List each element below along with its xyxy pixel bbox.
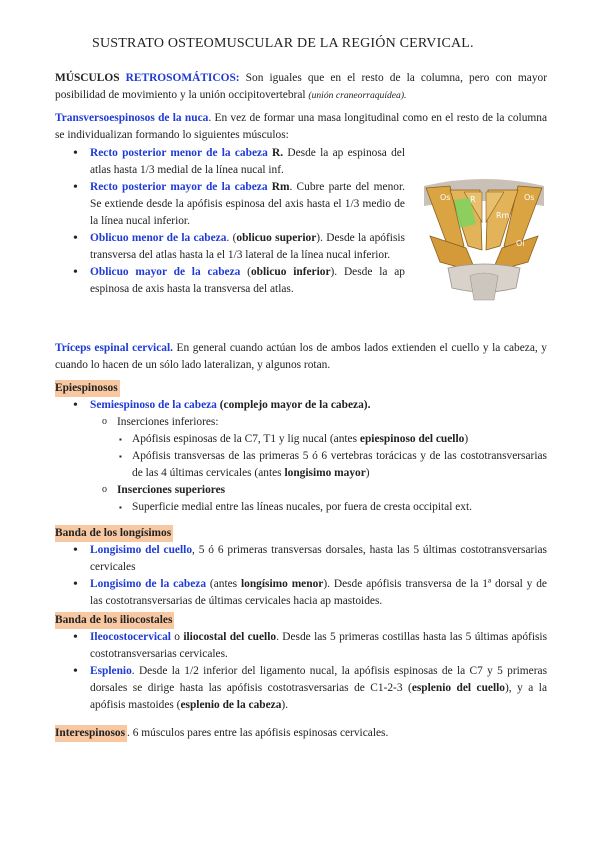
list-item xyxy=(55,397,547,414)
muscle-alt: longísimo menor xyxy=(240,578,324,590)
item-text: Apófisis transversas de las primeras 5 ó 6 vertebras torácicas y de las costotransversarias de las 4 últimas cervicales (antes xyxy=(132,450,547,479)
inter-text: . 6 músculos pares entre las apófisis espinosas cervicales. xyxy=(127,727,389,739)
transverso-list xyxy=(55,145,405,298)
list-item xyxy=(55,448,547,482)
list-item xyxy=(55,264,405,298)
list-item xyxy=(55,414,547,431)
muscle-mid: ), y a la apófisis mastoides ( xyxy=(90,682,547,711)
list-item xyxy=(55,663,547,714)
muscle-abbr: R. xyxy=(267,147,284,159)
list-item xyxy=(55,230,405,264)
muscle-pre: (antes xyxy=(206,578,241,590)
muscle-name: Longisimo de la cabeza xyxy=(90,578,207,590)
muscle-pre: o xyxy=(170,631,184,643)
figure-label: Rm xyxy=(496,211,510,220)
muscle-name: Semiespinoso de la cabeza xyxy=(90,399,217,411)
figure-label: Oi xyxy=(516,239,525,248)
list-item xyxy=(55,145,405,179)
sub-heading: Inserciones superiores xyxy=(117,484,226,496)
list-item xyxy=(55,629,547,663)
muscle-alt: esplenio del cuello xyxy=(411,682,505,694)
muscle-mid: . ( xyxy=(226,232,237,244)
muscle-text: , 5 ó 6 primeras transversas dorsales, hasta las 5 últimas costotransversarias cervicales xyxy=(90,544,547,573)
item-bold: longisimo mayor xyxy=(284,467,366,479)
muscle-name: Esplenio xyxy=(90,665,132,677)
triceps-heading: Tríceps espinal cervical. xyxy=(55,342,173,354)
list-item xyxy=(55,179,405,230)
figure-label: Os xyxy=(440,193,451,202)
section-header: Banda de los longísimos xyxy=(55,525,173,542)
section-header: Banda de los iliocostales xyxy=(55,612,174,629)
muscle-name: Oblicuo menor de la cabeza xyxy=(90,232,227,244)
muscle-text: . Desde las 5 primeras costillas hasta las 5 últimas apófisis costotransversarias cervicales. xyxy=(90,631,548,660)
list-item xyxy=(55,499,547,516)
muscle-end: ). xyxy=(281,699,289,711)
muscle-alt: oblicuo superior xyxy=(236,232,317,244)
muscle-text: ). Desde la apófisis transversa del atlas hasta la el 1/3 lateral de la línea nucal inferior. xyxy=(90,232,405,261)
muscle-text: . Desde la 1/2 inferior del ligamento nucal, la apófisis espinosas de la C7 y 5 primeras dorsales se dirige hasta las apófisis costotrasversarias de C1-2-3 ( xyxy=(90,665,547,694)
muscle-text: ). Desde la ap espinosa de axis hasta la transversa del atlas. xyxy=(90,266,405,295)
longisimos-section xyxy=(55,525,547,610)
sub-heading: Inserciones inferiores: xyxy=(117,416,219,428)
muscle-alt: oblicuo inferior xyxy=(250,266,331,278)
list-item xyxy=(55,482,547,499)
item-text: Apófisis espinosas de la C7, T1 y lig nucal (antes xyxy=(132,433,360,445)
item-end: ) xyxy=(464,433,469,445)
muscle-text: Desde la ap espinosa del atlas hasta 1/3 medial de la línea nucal inf. xyxy=(90,147,406,176)
iliocostales-section xyxy=(55,612,547,714)
figure-label: Os xyxy=(524,193,535,202)
transverso-text: . En vez de formar una masa longitudinal como en el resto de la columna se individualizan formando lo siguientes músculos: xyxy=(55,112,548,141)
muscle-name: Recto posterior mayor de la cabeza xyxy=(90,181,268,193)
item-end: ) xyxy=(365,467,370,479)
interespinosos-paragraph xyxy=(55,725,547,742)
muscle-name: Recto posterior menor de la cabeza xyxy=(90,147,268,159)
transverso-paragraph xyxy=(55,110,547,144)
list-item xyxy=(55,431,547,448)
triceps-paragraph xyxy=(55,340,547,374)
muscle-alt: iliocostal del cuello xyxy=(183,631,277,643)
muscle-alt: esplenio de la cabeza xyxy=(180,699,282,711)
list-item xyxy=(55,542,547,576)
muscle-mid: ( xyxy=(240,266,251,278)
intro-label-highlight: RETROSOMÁTICOS: xyxy=(125,72,240,84)
intro-note: (unión craneorraquídea). xyxy=(308,90,407,101)
epiespinosos-section xyxy=(55,380,547,516)
muscle-abbr: Rm xyxy=(267,181,290,193)
triceps-text: En general cuando actúan los de ambos lados extienden el cuello y la cabeza, y cuando lo hacen de un sólo lado lateralizan, y algunos rotan. xyxy=(55,342,547,371)
figure-label: R xyxy=(470,195,476,204)
section-header: Interespinosos xyxy=(55,725,127,742)
muscle-name: Oblicuo mayor de la cabeza xyxy=(90,266,241,278)
page-title: SUSTRATO OSTEOMUSCULAR DE LA REGIÓN CERVICAL. xyxy=(92,36,474,51)
transverso-heading: Transversoespinosos de la nuca xyxy=(55,112,209,124)
intro-paragraph xyxy=(55,70,547,104)
intro-label: MÚSCULOS xyxy=(55,72,126,84)
suboccipital-muscles-figure xyxy=(420,176,548,304)
section-header: Epiespinosos xyxy=(55,380,120,397)
muscle-alt: (complejo mayor de la cabeza). xyxy=(216,399,371,411)
intro-text: Son iguales que en el resto de la columna, pero con mayor posibilidad de movimiento y la unión occipitovertebral xyxy=(55,72,547,101)
muscle-text: . Cubre parte del menor. Se extiende desde la apófisis espinosa del axis hasta el 1/3 medio de la línea nucal inferior. xyxy=(90,181,405,227)
muscle-name: Longisimo del cuello xyxy=(90,544,193,556)
muscle-name: Ileocostocervical xyxy=(90,631,171,643)
item-bold: epiespinoso del cuello xyxy=(359,433,465,445)
list-item xyxy=(55,576,547,610)
muscle-text: ). Desde apófisis transversa de la 1ª dorsal y de las costotransversarias de últimas cervicales hacia ap mastoides. xyxy=(90,578,547,607)
item-text: Superficie medial entre las líneas nucales, por fuera de cresta occipital ext. xyxy=(132,501,472,513)
